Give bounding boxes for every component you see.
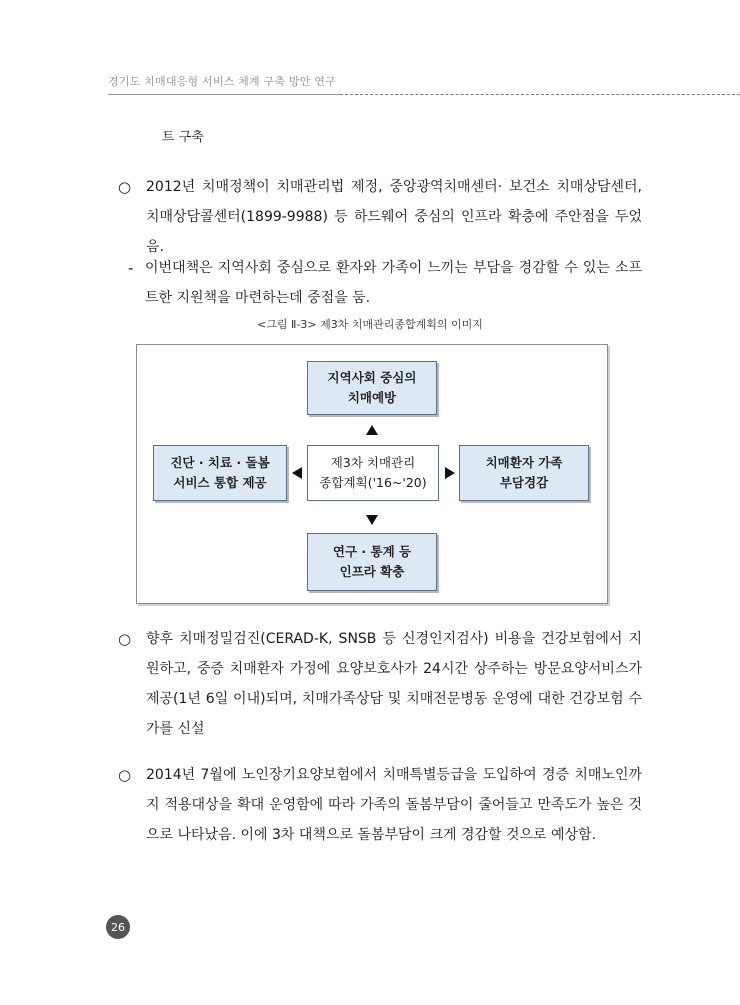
paragraph-text: 2012년 치매정책이 치매관리법 제정, 중앙광역치매센터· 보건소 치매상담센터, 치매상담콜센터(1899-9988) 등 하드웨어 중심의 인프라 확충에 주안점을 두었음. bbox=[146, 179, 642, 255]
diagram-box-left: 진단 · 치료 · 돌봄 서비스 통합 제공 bbox=[153, 445, 287, 501]
paragraph-text: 향후 치매정밀검진(CERAD-K, SNSB 등 신경인지검사) 비용을 건강보험에서 지원하고, 중증 치매환자 가정에 요양보호사가 24시간 상주하는 방문요양서비스가 제공(1년 6일 이내)되며, 치매가족상담 및 치매전문병동 운영에 대한 건강보험 수가를 신설 bbox=[146, 631, 642, 737]
diagram-box-top: 지역사회 중심의 치매예방 bbox=[307, 361, 437, 415]
paragraph-text: 이번대책은 지역사회 중심으로 환자와 가족이 느끼는 부담을 경감할 수 있는 소프트한 지원책을 마련하는데 중점을 둠. bbox=[145, 260, 642, 306]
arrow-right-icon bbox=[445, 467, 455, 479]
arrow-left-icon bbox=[292, 467, 302, 479]
diagram-box-right: 치매환자 가족 부담경감 bbox=[459, 445, 589, 501]
figure-diagram bbox=[136, 344, 608, 604]
header-rule-solid bbox=[108, 94, 340, 95]
running-header-title: 경기도 치매대응형 서비스 체계 구축 방안 연구 bbox=[108, 75, 336, 88]
arrow-down-icon bbox=[366, 515, 378, 525]
arrow-up-icon bbox=[366, 425, 378, 435]
page-number-badge: 26 bbox=[106, 915, 130, 939]
diagram-box-bottom: 연구 · 통계 등 인프라 확충 bbox=[307, 533, 437, 591]
figure-caption: <그림 Ⅱ-3> 제3차 치매관리종합계획의 이미지 bbox=[257, 318, 483, 331]
header-rule-dashed bbox=[340, 94, 740, 95]
paragraph-2012-policy bbox=[118, 172, 642, 262]
paragraph-current-policy bbox=[118, 253, 642, 313]
circle-bullet: ○ bbox=[118, 630, 132, 648]
continuation-text: 트 구축 bbox=[162, 130, 204, 145]
circle-bullet: ○ bbox=[118, 766, 132, 784]
paragraph-2014-grade bbox=[118, 760, 642, 850]
dash-bullet: - bbox=[128, 259, 134, 277]
circle-bullet: ○ bbox=[118, 178, 132, 196]
paragraph-text: 2014년 7월에 노인장기요양보험에서 치매특별등급을 도입하여 경증 치매노인까지 적용대상을 확대 운영함에 따라 가족의 돌봄부담이 줄어들고 만족도가 높은 것으로 나타났음. 이에 3차 대책으로 돌봄부담이 크게 경감할 것으로 예상함. bbox=[146, 767, 642, 843]
diagram-box-center: 제3차 치매관리 종합계획('16~'20) bbox=[307, 445, 439, 501]
paragraph-future-plan bbox=[118, 624, 642, 744]
